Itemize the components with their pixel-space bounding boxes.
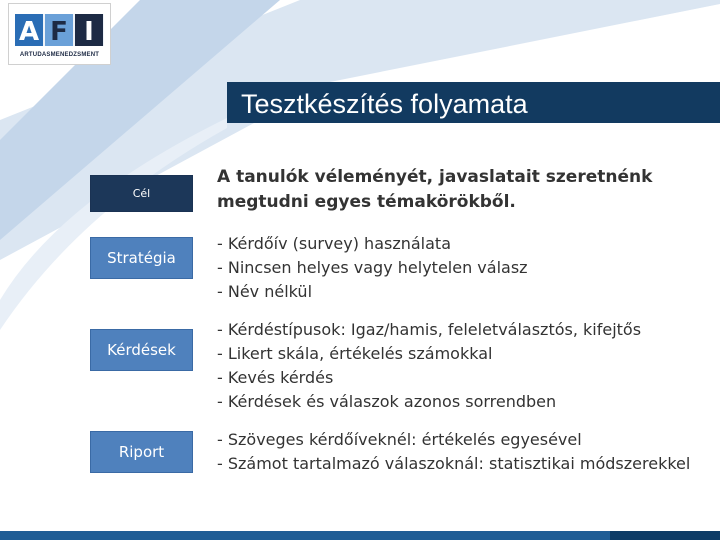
content-line: - Kevés kérdés [217, 368, 334, 387]
content-line: - Szöveges kérdőíveknél: értékelés egyesével [217, 430, 582, 449]
logo-caption: ARTUDASMENEDZSMENT [19, 52, 100, 58]
content-line: - Nincsen helyes vagy helytelen válasz [217, 258, 528, 277]
content-riport [217, 428, 690, 476]
logo-letter-a: A [18, 17, 40, 47]
logo-letter-f: F [50, 17, 68, 47]
content-line: - Kérdéstípusok: Igaz/hamis, feleletválasztós, kifejtős [217, 320, 642, 339]
content-line: - Kérdőív (survey) használata [217, 234, 451, 253]
content-line: - Számot tartalmazó válaszoknál: statisztikai módszerekkel [217, 454, 691, 473]
label-cel: Cél [90, 175, 193, 212]
label-kerdesek: Kérdések [90, 329, 193, 371]
content-kerdesek [217, 318, 641, 414]
afi-logo-icon [9, 4, 110, 52]
content-strategia [217, 232, 528, 304]
slide-title: Tesztkészítés folyamata [241, 89, 528, 119]
label-riport: Riport [90, 431, 193, 473]
content-line: - Név nélkül [217, 282, 313, 301]
content-line: - Likert skála, értékelés számokkal [217, 344, 493, 363]
content-line: A tanulók véleményét, javaslatait szeretnénk [217, 167, 653, 187]
company-logo [8, 3, 111, 65]
logo-letter-i: I [84, 17, 94, 47]
content-cel [217, 165, 652, 215]
content-line: - Kérdések és válaszok azonos sorrendben [217, 392, 557, 411]
footer-accent [610, 531, 720, 540]
label-strategia: Stratégia [90, 237, 193, 279]
content-line: megtudni egyes témakörökből. [217, 192, 516, 212]
